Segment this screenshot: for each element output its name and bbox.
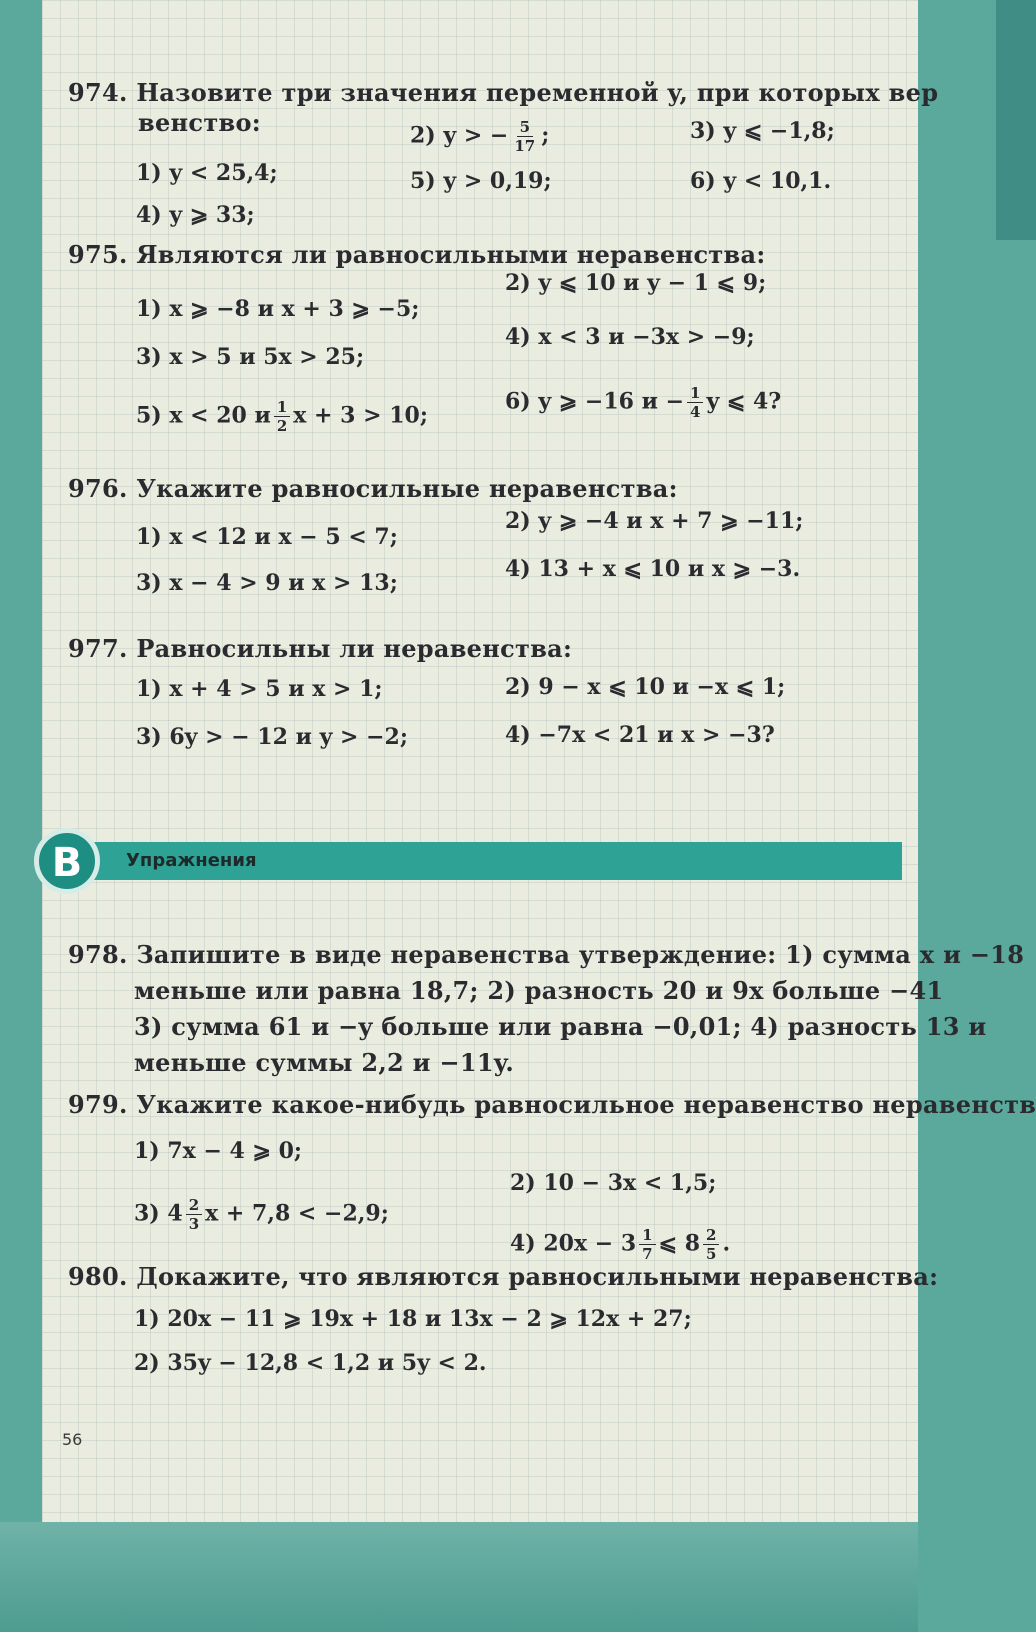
numerator: 2 <box>703 1226 719 1245</box>
problem-974-line2: венство: <box>138 108 261 137</box>
problem-975-item-6 <box>505 384 781 421</box>
numerator: 2 <box>186 1196 202 1215</box>
problem-974-item-3: 3) y ⩽ −1,8; <box>690 118 835 144</box>
problem-976-item-2: 2) y ⩾ −4 и x + 7 ⩾ −11; <box>505 508 804 534</box>
problem-977-item-4: 4) −7x < 21 и x > −3? <box>505 722 775 748</box>
item-text: 4) 20x − 3 <box>510 1230 637 1257</box>
problem-number: 977. <box>68 634 128 663</box>
problem-978-line1 <box>68 940 1024 969</box>
problem-979-item-2: 2) 10 − 3x < 1,5; <box>510 1170 717 1196</box>
item-text: x + 7,8 < −2,9; <box>205 1200 389 1227</box>
item-text: 6) y ⩾ −16 и − <box>505 388 685 415</box>
problem-974-line1 <box>68 78 938 107</box>
numerator: 1 <box>274 398 290 417</box>
problem-975-line <box>68 240 766 269</box>
denominator: 7 <box>642 1245 653 1263</box>
problem-number: 978. <box>68 940 128 969</box>
item-text: . <box>722 1230 731 1257</box>
problem-975-item-4: 4) x < 3 и −3x > −9; <box>505 324 755 350</box>
problem-text: Укажите какое-нибудь равносильное неравенство неравенств <box>136 1090 1036 1119</box>
numerator: 5 <box>517 118 533 137</box>
fraction <box>703 1226 719 1263</box>
fraction <box>639 1226 655 1263</box>
problem-977-item-1: 1) x + 4 > 5 и x > 1; <box>136 676 383 702</box>
problem-974-item-5: 5) y > 0,19; <box>410 168 552 194</box>
numerator: 1 <box>639 1226 655 1245</box>
problem-980-item-1: 1) 20x − 11 ⩾ 19x + 18 и 13x − 2 ⩾ 12x + 27; <box>134 1306 692 1332</box>
problem-text: Докажите, что являются равносильными неравенства: <box>136 1262 939 1291</box>
problem-979-line <box>68 1090 1036 1119</box>
problem-974-item-2 <box>410 118 549 155</box>
denominator: 2 <box>276 417 288 435</box>
problem-974-item-6: 6) y < 10,1. <box>690 168 832 194</box>
problem-number: 980. <box>68 1262 128 1291</box>
item-text: 3) 4 <box>134 1200 183 1227</box>
problem-974-item-1: 1) y < 25,4; <box>136 160 278 186</box>
page-number: 56 <box>62 1430 83 1449</box>
page-bottom-edge <box>0 1522 918 1632</box>
item-text: ; <box>541 122 550 149</box>
problem-number: 975. <box>68 240 128 269</box>
numerator: 1 <box>687 384 703 403</box>
problem-974-item-4: 4) y ⩾ 33; <box>136 202 255 228</box>
problem-976-item-3: 3) x − 4 > 9 и x > 13; <box>136 570 398 596</box>
problem-text: Укажите равносильные неравенства: <box>136 474 678 503</box>
item-text: ⩽ 8 <box>658 1230 701 1257</box>
fraction <box>186 1196 202 1233</box>
denominator: 4 <box>690 403 701 421</box>
problem-976-line <box>68 474 678 503</box>
problem-number: 976. <box>68 474 128 503</box>
problem-number: 974. <box>68 78 128 107</box>
denominator: 5 <box>706 1245 717 1263</box>
problem-979-item-1: 1) 7x − 4 ⩾ 0; <box>134 1138 303 1164</box>
problem-977-line <box>68 634 572 663</box>
problem-978-line2: меньше или равна 18,7; 2) разность 20 и 9x больше −41 <box>134 976 944 1005</box>
problem-977-item-3: 3) 6y > − 12 и y > −2; <box>136 724 408 750</box>
problem-979-item-4 <box>510 1226 730 1263</box>
denominator: 17 <box>514 137 536 155</box>
problem-976-item-4: 4) 13 + x ⩽ 10 и x ⩾ −3. <box>505 556 801 582</box>
problem-975-item-5 <box>136 398 428 435</box>
item-text: y ⩽ 4? <box>706 388 782 415</box>
problem-977-item-2: 2) 9 − x ⩽ 10 и −x ⩽ 1; <box>505 674 786 700</box>
problem-text: Назовите три значения переменной y, при которых вер <box>136 78 939 107</box>
page-edge <box>996 0 1036 240</box>
problem-978-line4: меньше суммы 2,2 и −11y. <box>134 1048 514 1077</box>
problem-979-item-3 <box>134 1196 389 1233</box>
problem-975-item-3: 3) x > 5 и 5x > 25; <box>136 344 365 370</box>
item-text: 5) x < 20 и <box>136 402 271 429</box>
problem-number: 979. <box>68 1090 128 1119</box>
item-text: x + 3 > 10; <box>293 402 428 429</box>
fraction <box>274 398 290 435</box>
problem-980-item-2: 2) 35y − 12,8 < 1,2 и 5y < 2. <box>134 1350 487 1376</box>
problem-975-item-2: 2) y ⩽ 10 и y − 1 ⩽ 9; <box>505 270 767 296</box>
problem-text: Являются ли равносильными неравенства: <box>136 240 766 269</box>
denominator: 3 <box>188 1215 200 1233</box>
section-letter-badge: В <box>34 828 100 894</box>
fraction <box>687 384 703 421</box>
problem-text: Запишите в виде неравенства утверждение: 1) сумма x и −18 <box>136 940 1025 969</box>
problem-975-item-1: 1) x ⩾ −8 и x + 3 ⩾ −5; <box>136 296 420 322</box>
problem-text: Равносильны ли неравенства: <box>136 634 573 663</box>
problem-978-line3: 3) сумма 61 и −y больше или равна −0,01; 4) разность 13 и <box>134 1012 987 1041</box>
problem-976-item-1: 1) x < 12 и x − 5 < 7; <box>136 524 398 550</box>
section-banner: Упражнения <box>42 842 902 880</box>
item-text: 2) y > − <box>410 122 509 149</box>
fraction <box>511 118 538 155</box>
problem-980-line <box>68 1262 938 1291</box>
